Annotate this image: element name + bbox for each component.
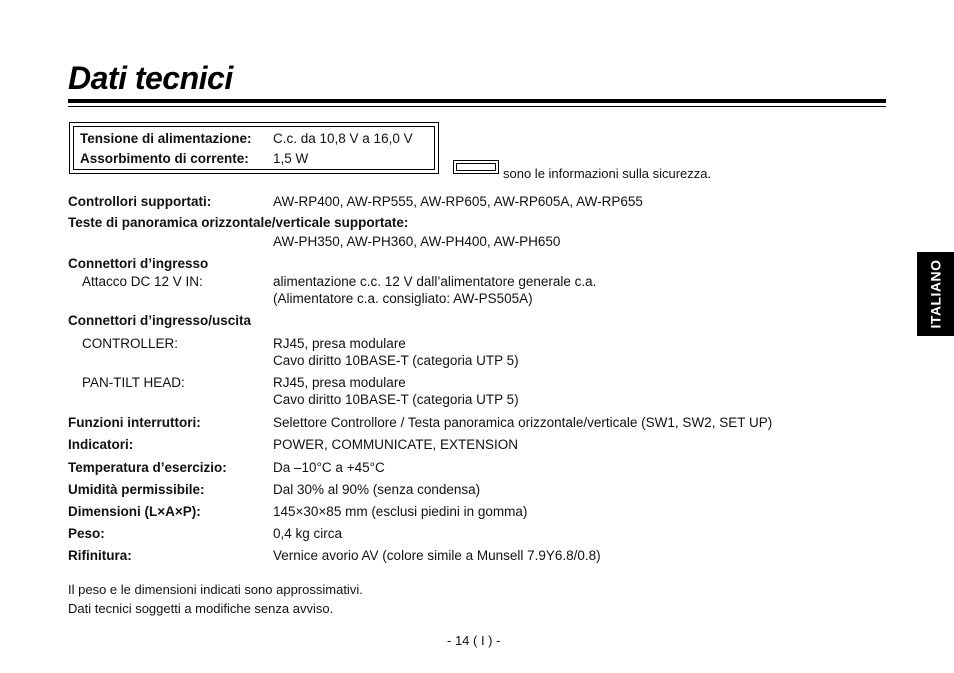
language-side-tab (917, 252, 954, 336)
finish-label: Rifinitura: (68, 548, 132, 563)
input-connectors-heading: Connettori d’ingresso (68, 256, 209, 271)
temperature-value: Da –10°C a +45°C (273, 460, 385, 475)
heads-label: Teste di panoramica orizzontale/verticale supportate: (68, 215, 409, 230)
dimensions-label: Dimensioni (L×A×P): (68, 504, 201, 519)
dimensions-value: 145×30×85 mm (esclusi piedini in gomma) (273, 504, 528, 519)
title-rule-thin (68, 106, 886, 107)
indicators-label: Indicatori: (68, 437, 134, 452)
humidity-value: Dal 30% al 90% (senza condensa) (273, 482, 481, 497)
controller-port-label: CONTROLLER: (82, 336, 179, 351)
temperature-label: Temperatura d’esercizio: (68, 460, 227, 475)
voltage-value: C.c. da 10,8 V a 16,0 V (273, 131, 413, 146)
weight-label: Peso: (68, 526, 105, 541)
io-connectors-heading: Connettori d’ingresso/uscita (68, 313, 252, 328)
page-title: Dati tecnici (68, 60, 233, 96)
voltage-label: Tensione di alimentazione: (80, 131, 252, 146)
note-approximate: Il peso e le dimensioni indicati sono approssimativi. (68, 582, 363, 597)
pantilt-port-value-line1: RJ45, presa modulare (273, 375, 406, 390)
heads-value: AW-PH350, AW-PH360, AW-PH400, AW-PH650 (273, 234, 561, 249)
current-value: 1,5 W (273, 151, 309, 166)
weight-value: 0,4 kg circa (273, 526, 343, 541)
dc-in-value-line2: (Alimentatore c.a. consigliato: AW-PS505A) (273, 291, 533, 306)
controllers-value: AW-RP400, AW-RP555, AW-RP605, AW-RP605A, AW-RP655 (273, 194, 643, 209)
switch-label: Funzioni interruttori: (68, 415, 201, 430)
finish-value: Vernice avorio AV (colore simile a Munsell 7.9Y6.8/0.8) (273, 548, 601, 563)
pantilt-port-label: PAN-TILT HEAD: (82, 375, 185, 390)
language-side-tab-label: ITALIANO (927, 259, 944, 329)
humidity-label: Umidità permissibile: (68, 482, 205, 497)
note-subject-to-change: Dati tecnici soggetti a modifiche senza avviso. (68, 601, 334, 616)
title-rule-thick (68, 99, 886, 103)
controller-port-value-line2: Cavo diritto 10BASE-T (categoria UTP 5) (273, 353, 519, 368)
page-number: - 14 ( I ) - (447, 633, 501, 648)
controllers-label: Controllori supportati: (68, 194, 212, 209)
safety-symbol-icon (453, 160, 499, 174)
switch-value: Selettore Controllore / Testa panoramica orizzontale/verticale (SW1, SW2, SET UP) (273, 415, 773, 430)
controller-port-value-line1: RJ45, presa modulare (273, 336, 406, 351)
indicators-value: POWER, COMMUNICATE, EXTENSION (273, 437, 519, 452)
current-label: Assorbimento di corrente: (80, 151, 249, 166)
dc-in-value-line1: alimentazione c.c. 12 V dall’alimentatore generale c.a. (273, 274, 597, 289)
dc-in-label: Attacco DC 12 V IN: (82, 274, 203, 289)
safety-symbol-inner (456, 163, 496, 171)
safety-note: sono le informazioni sulla sicurezza. (503, 166, 712, 181)
pantilt-port-value-line2: Cavo diritto 10BASE-T (categoria UTP 5) (273, 392, 519, 407)
